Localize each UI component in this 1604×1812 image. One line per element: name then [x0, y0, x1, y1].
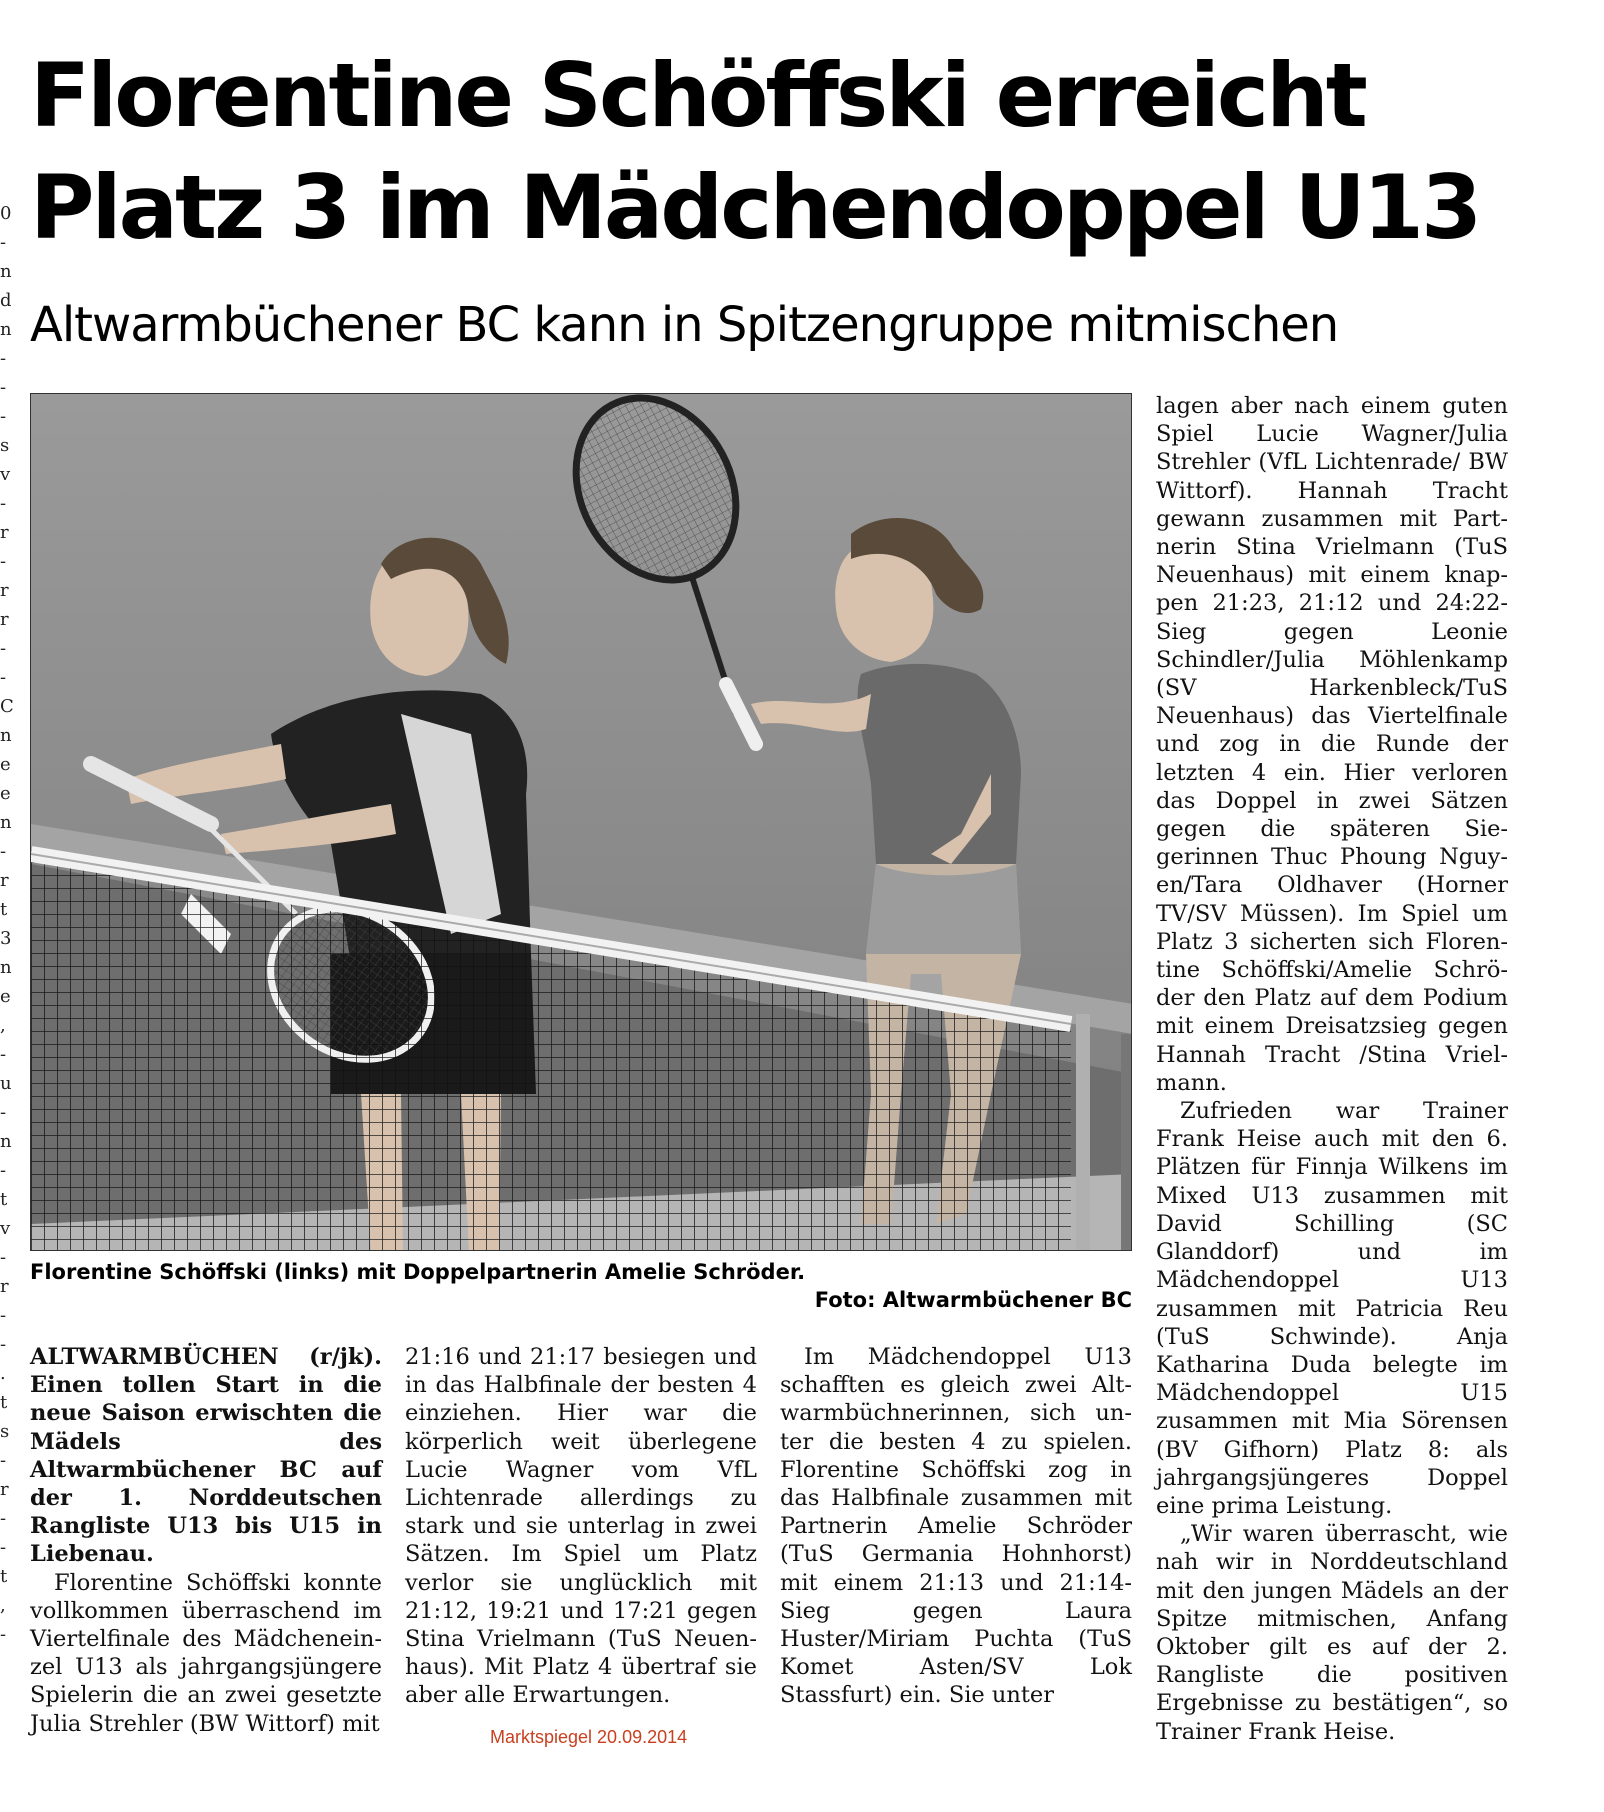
headline-line-2: Platz 3 im Mädchendoppel U13	[30, 156, 1480, 259]
headline-line-1: Florentine Schöffski erreicht	[30, 44, 1365, 147]
paragraph-3: Zufrieden war Trainer Frank Heise auch mit den 6. Plätzen für Finnja Wilkens im Mixed U13 zusammen mit David Schilling (SC Glanddorf) und im Mädchendoppel U13 zusammen mit Patricia Reu (TuS Schwinde). Anja Katharina Duda belegte im Mädchendoppel U15 zusammen mit Mia Sörensen (BV Gifhorn) Platz 8: als jahrgangsjüngeres Doppel eine prima Leistung.	[1156, 1098, 1508, 1519]
headline	[30, 40, 1590, 264]
article-column-4	[1156, 392, 1508, 1746]
article-column-1	[30, 1343, 382, 1738]
paragraph-1-part-2: 21:16 und 21:17 besiegen und in das Halbfinale der besten 4 einziehen. Hier war die körperlich weit überlegene Lucie Wagner vom VfL Lichtenrade allerdings zu stark und sie unterlag in zwei Sätzen. Im Spiel um Platz verlor sie unglücklich mit 21:12, 19:21 und 17:21 gegen Stina Vrielmann (TuS Neuenhaus). Mit Platz 4 übertraf sie aber alle Erwartungen.	[405, 1344, 757, 1709]
article-photo	[30, 393, 1132, 1251]
article-column-2	[405, 1343, 757, 1710]
paragraph-2-part-1: Im Mädchendoppel U13 schafften es gleich zwei Altwarmbüchnerinnen, sich unter die besten 4 zu spielen. Florentine Schöffski zog in das Halbfinale zusammen mit Partnerin Amelie Schröder (TuS Germania Hohnhorst) mit einem 21:13 und 21:14-Sieg gegen Laura Huster/Miriam Puchta (TuS Komet Asten/SV Lok Stassfurt) ein. Sie unter	[780, 1344, 1132, 1709]
caption-text: Florentine Schöffski (links) mit Doppelpartnerin Amelie Schröder.	[30, 1260, 806, 1284]
photo-caption	[30, 1258, 1132, 1314]
source-note: Marktspiegel 20.09.2014	[490, 1727, 688, 1747]
article-column-3	[780, 1343, 1132, 1710]
cropped-neighbor-column: 0 - n d n - - - s v - r - r r - - C n e e n - r t 3 n e , - u - n - t v - r - - . t s - r - - t , -	[0, 205, 14, 1645]
lead-paragraph: Einen tollen Start in die neue Saison erwischten die Mädels des Altwarmbüchener BC auf der 1. Norddeutschen Rangliste U13 bis U15 in Liebenau.	[30, 1372, 382, 1568]
dateline: ALTWARMBÜCHEN (r/jk).	[30, 1344, 382, 1370]
paragraph-4: „Wir waren überrascht, wie nah wir in Norddeutschland mit den jungen Mädels an der Spitze mitmischen, Anfang Oktober gilt es auf der 2. Rangliste die positiven Ergebnisse zu bestätigen“, so Trainer Frank Heise.	[1156, 1521, 1508, 1745]
paragraph-1-part-1: Florentine Schöffski konnte vollkommen überraschend im Viertelfinale des Mädcheneinzel U13 als jahrgangsjüngere Spielerin die an zwei gesetzte Julia Strehler (BW Wittorf) mit	[30, 1569, 382, 1737]
subheadline: Altwarmbüchener BC kann in Spitzengruppe mitmischen	[30, 297, 1339, 353]
paragraph-2-part-2: lagen aber nach einem guten Spiel Lucie Wagner/Julia Strehler (VfL Lichtenrade/ BW Wittorf). Hannah Tracht gewann zusammen mit Partnerin Stina Vrielmann (TuS Neuenhaus) mit einem knappen 21:23, 21:12 und 24:22-Sieg gegen Leonie Schindler/Julia Möhlenkamp (SV Harkenbleck/TuS Neuenhaus) das Viertelfinale und zog in die Runde der letzten 4 ein. Hier verloren das Doppel in zwei Sätzen gegen die späteren Siegerinnen Thuc Phoung Nguyen/Tara Oldhaver (Horner TV/SV Müssen). Im Spiel um Platz 3 sicherten sich Florentine Schöffski/Amelie Schröder den Platz auf dem Podium mit einem Dreisatzsieg gegen Hannah Tracht /Stina Vrielmann.	[1156, 393, 1508, 1096]
photo-credit: Foto: Altwarmbüchener BC	[814, 1288, 1132, 1312]
